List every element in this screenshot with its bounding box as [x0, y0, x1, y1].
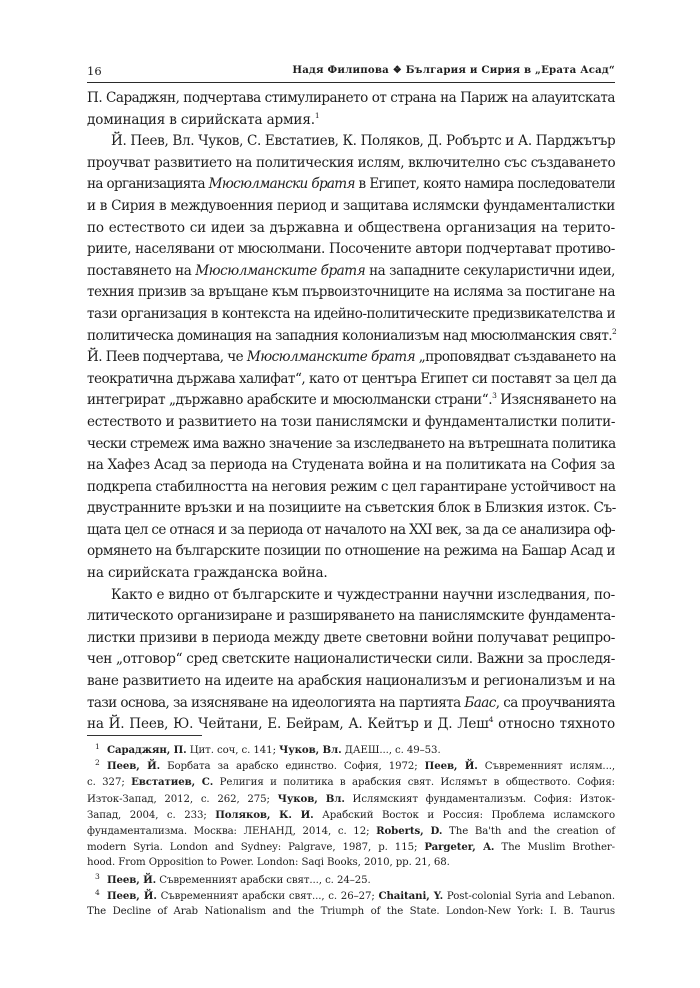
footnote-2-line: modern Syria. London and Sydney: Palgrave, 1987, p. 115; Pargeter, A. The Muslim Brother-: [87, 841, 616, 854]
paragraph-line: Й. Пеев, Вл. Чуков, С. Евстатиев, К. Поляков, Д. Робъртс и А. Парджътър: [111, 133, 616, 150]
footnote-number: 4: [95, 887, 100, 897]
paragraph-line: тази основа, за изясняване на идеологията на партията Баас, са проучванията: [87, 694, 615, 711]
footnote-4: 4 Пеев, Й. Съвременният арабски свят..., с. 26–27; Chaitani, Y. Post-colonial Syria and Lebanon.: [87, 888, 615, 904]
footnote-number: 2: [95, 758, 100, 768]
footnote-3: 3 Пеев, Й. Съвременният арабски свят..., с. 24–25.: [87, 872, 615, 888]
paragraph-line: поставянето на Мюсюлманските братя на западните секуларистични идеи,: [87, 262, 616, 279]
paragraph-line: подкрепа стабилността на неговия режим с цел гарантиране устойчивост на: [87, 478, 616, 495]
footnotes: [87, 742, 615, 920]
footnote-2-line: фундаментализма. Москва: ЛЕНАНД, 2014, с. 12; Roberts, D. The Ba'th and the creation of: [87, 824, 615, 837]
paragraph-line: и в Сирия в междувоенния период и защитава ислямски фундаменталистки: [87, 197, 615, 214]
paragraph-line: риите, населявани от мюсюлмани. Посочените автори подчертават противо-: [87, 241, 615, 258]
paragraph-line: естеството и развитието на този панислямски и фундаменталистки полити-: [87, 413, 616, 430]
footnote-1: 1 Сараджян, П. Цит. соч, с. 141; Чуков, Вл. ДАЕШ..., с. 49–53.: [87, 742, 615, 758]
paragraph-line: Както е видно от българските и чуждестранни научни изследвания, по-: [111, 586, 615, 603]
paragraph-line: щата цел се отнася и за периода от началото на XXI век, за да се анализира оф-: [87, 521, 615, 538]
header-rule: [87, 82, 615, 83]
footnote-number: 3: [95, 871, 100, 881]
paragraph-line: чески стремеж има важно значение за изследването на вътрешната политика: [87, 435, 616, 452]
paragraph-line: техния призив за връщане към първоизточниците на исляма за постигане на: [87, 284, 615, 301]
footnote-2-line: hood. From Opposition to Power. London: Saqi Books, 2010, pp. 21, 68.: [87, 857, 450, 869]
paragraph-line: литическото организиране и разширяването на панислямските фундамента-: [87, 608, 615, 625]
body-text: [87, 88, 615, 736]
footnote-number: 1: [95, 742, 100, 751]
paragraph-line: П. Сараджян, подчертава стимулирането от страна на Париж на алауитската: [87, 90, 615, 106]
footnote-ref[interactable]: 2: [612, 326, 617, 336]
page-number: 16: [87, 64, 102, 78]
paragraph-line: политическа доминация на западния колониализъм над мюсюлманския свят.$^2$: [87, 326, 617, 344]
paragraph-line: на организацията Мюсюлмански братя в Египет, която намира последователи: [87, 176, 615, 193]
footnote-4-line: The Decline of Arab Nationalism and the Triumph of the State. London-New York: I. B. Taurus: [87, 905, 615, 917]
paragraph-line: чен „отговор“ сред светските националистически сили. Важни за проследя-: [87, 651, 615, 668]
footnote-2-line: с. 327; Евстатиев, С. Религия и политика в арабския свят. Ислямът в обществото. София:: [87, 776, 615, 789]
paragraph-line: листки призиви в периода между двете световни войни получават реципро-: [87, 629, 615, 646]
footnote-ref[interactable]: 4: [488, 715, 494, 725]
paragraph-line: на Хафез Асад за периода на Студената война и на политиката на София за: [87, 457, 615, 474]
footnote-ref[interactable]: 1: [314, 110, 320, 120]
paragraph-line: на сирийската гражданска война.: [87, 565, 328, 582]
paragraph-line: ормянето на българските позиции по отношение на режима на Башар Асад и: [87, 543, 615, 560]
footnote-2-line: Изток-Запад, 2012, с. 262, 275; Чуков, Вл. Ислямският фундаментализъм. София: Изток-: [87, 792, 615, 805]
paragraph-line: интегрират „държавно арабските и мюсюлмански страни“.$^3$ Изясняването на: [87, 391, 617, 409]
footnote-2-line: Запад, 2004, с. 233; Поляков, К. И. Арабский Восток и Россия: Проблема исламского: [87, 808, 615, 821]
footnote-ref[interactable]: 3: [492, 391, 497, 401]
paragraph-line: проучват развитието на политическия ислям, включително със създаването: [87, 154, 616, 171]
footnote-2: 2 Пеев, Й. Борбата за арабско единство. София, 1972; Пеев, Й. Съвременният ислям...,: [87, 758, 615, 774]
paragraph-line: двустранните връзки и на позициите на съветския блок в Близкия изток. Съ-: [87, 500, 616, 517]
paragraph-line: Й. Пеев подчертава, че Мюсюлманските братя „проповядват създаването на: [87, 349, 616, 366]
paragraph-line: доминация в сирийската армия.$^1$: [87, 110, 320, 128]
page-header: [87, 62, 615, 82]
running-head: Надя Филипова ❖ България и Сирия в „Ерата Асад“: [292, 64, 615, 76]
paragraph-line: теократична държава халифат“, като от центъра Египет си поставят за цел да: [87, 370, 617, 387]
paragraph-line: по естеството си идеи за държавна и обществена организация на терито-: [87, 219, 615, 236]
paragraph-line: тази организация в контекста на идейно-политическите предизвикателства и: [87, 305, 616, 322]
paragraph-line: ване развитието на идеите на арабския национализъм и регионализъм и на: [87, 673, 616, 690]
paragraph-line: на Й. Пеев, Ю. Чейтани, Е. Бейрам, А. Кейтър и Д. Леш$^4$ относно тяхното: [87, 715, 615, 733]
footnote-rule: [87, 735, 202, 736]
